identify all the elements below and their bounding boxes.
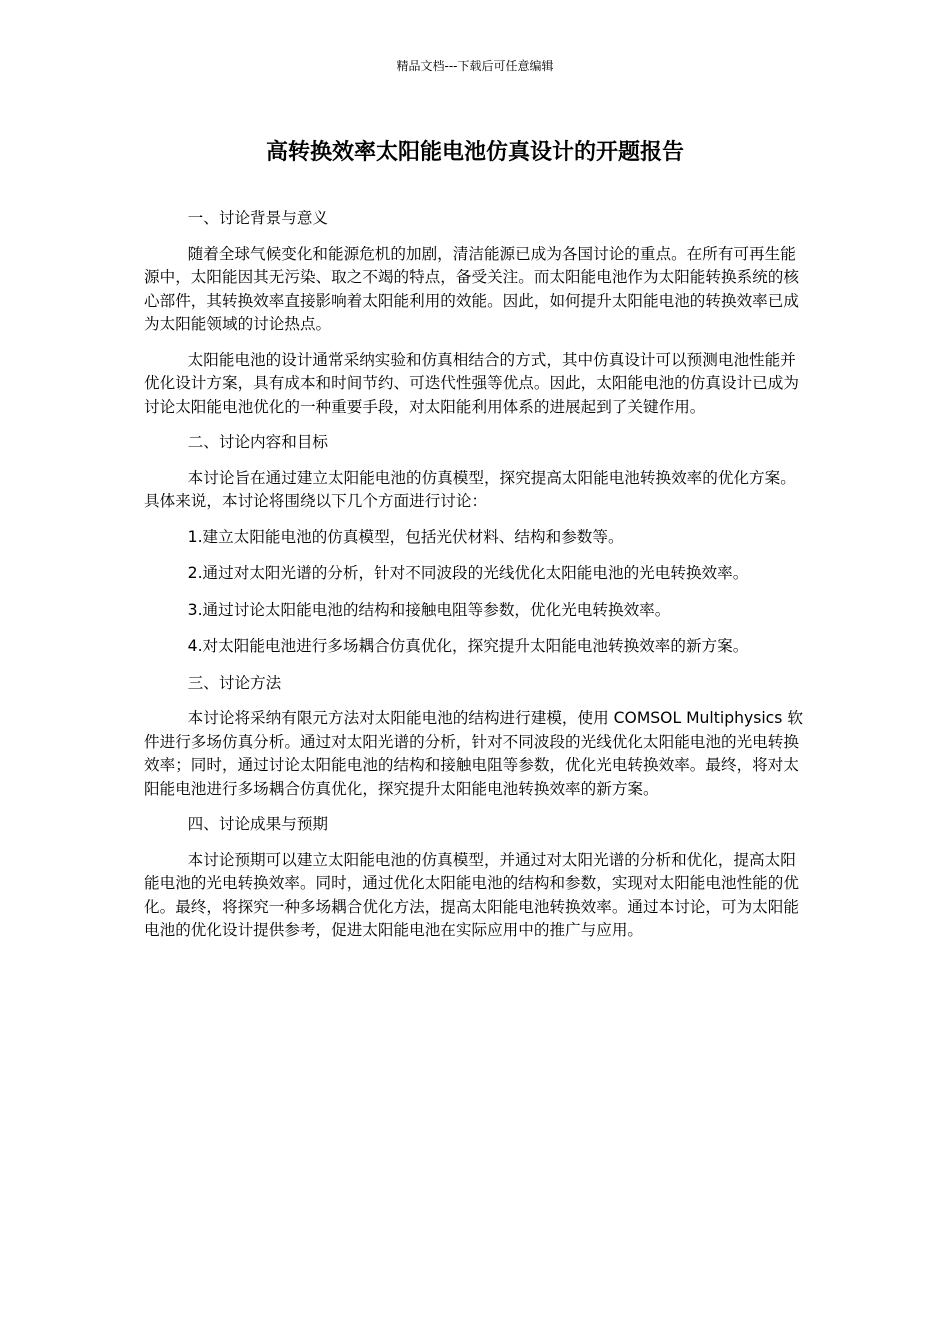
paragraph-background-2: 太阳能电池的设计通常采纳实验和仿真相结合的方式，其中仿真设计可以预测电池性能并优化设计方案，具有成本和时间节约、可迭代性强等优点。因此，太阳能电池的仿真设计已成为讨论太阳能电池优化的一种重要手段，对太阳能利用体系的进展起到了关键作用。 <box>144 350 799 416</box>
section-heading-background: 一、讨论背景与意义 <box>187 209 329 227</box>
list-item: 4.对太阳能电池进行多场耦合仿真优化，探究提升太阳能电池转换效率的新方案。 <box>187 637 749 655</box>
section-heading-content: 二、讨论内容和目标 <box>187 433 329 451</box>
paragraph-results-1: 本讨论预期可以建立太阳能电池的仿真模型，并通过对太阳光谱的分析和优化，提高太阳能电池的光电转换效率。同时，通过优化太阳能电池的结构和参数，实现对太阳能电池性能的优化。最终，将探究一种多场耦合优化方法，提高太阳能电池转换效率。通过本讨论，可为太阳能电池的优化设计提供参考，促进太阳能电池在实际应用中的推广与应用。 <box>144 850 799 939</box>
paragraph-content-1: 本讨论旨在通过建立太阳能电池的仿真模型，探究提高太阳能电池转换效率的优化方案。具体来说，本讨论将围绕以下几个方面进行讨论： <box>144 468 796 510</box>
header-note: 精品文档---下载后可任意编辑 <box>396 59 554 73</box>
section-heading-results: 四、讨论成果与预期 <box>187 815 329 833</box>
list-item: 2.通过对太阳光谱的分析，针对不同波段的光线优化太阳能电池的光电转换效率。 <box>187 564 749 582</box>
list-item: 3.通过讨论太阳能电池的结构和接触电阻等参数，优化光电转换效率。 <box>187 600 671 619</box>
page-title: 高转换效率太阳能电池仿真设计的开题报告 <box>265 140 684 165</box>
list-item: 1.建立太阳能电池的仿真模型，包括光伏材料、结构和参数等。 <box>187 527 624 546</box>
document-body <box>144 207 809 955</box>
paragraph-method-1: 本讨论将采纳有限元方法对太阳能电池的结构进行建模，使用 COMSOL Multiphysics 软件进行多场仿真分析。通过对太阳光谱的分析，针对不同波段的光线优化太阳能电池的光电转换效率；同时，通过讨论太阳能电池的结构和接触电阻等参数，优化光电转换效率。最终，将对太阳能电池进行多场耦合仿真优化，探究提升太阳能电池转换效率的新方案。 <box>144 709 803 798</box>
section-heading-method: 三、讨论方法 <box>187 673 282 692</box>
paragraph-background-1: 随着全球气候变化和能源危机的加剧，清洁能源已成为各国讨论的重点。在所有可再生能源中，太阳能因其无污染、取之不竭的特点，备受关注。而太阳能电池作为太阳能转换系统的核心部件，其转换效率直接影响着太阳能利用的效能。因此，如何提升太阳能电池的转换效率已成为太阳能领域的讨论热点。 <box>144 244 799 333</box>
